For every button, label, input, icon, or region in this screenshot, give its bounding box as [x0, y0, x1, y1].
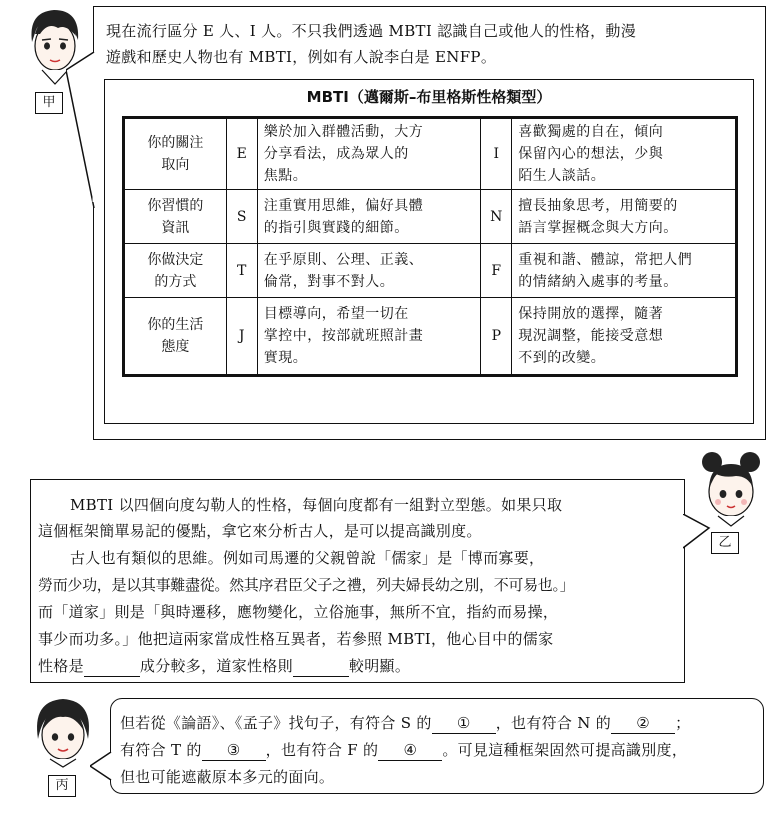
mbti-row	[124, 298, 737, 376]
mbti-type-description-line: 語言掌握概念與大方向。	[518, 219, 678, 236]
mbti-type-description-line: 保留內心的想法，少與	[518, 146, 664, 162]
yi-line-2: 這個框架簡單易記的優點，拿它來分析古人，是可以提高識別度。	[38, 522, 482, 540]
fill-blank	[84, 656, 140, 677]
mbti-type-description-line: 喜歡獨處的自在，傾向	[518, 124, 664, 140]
mbti-type-letter: T	[226, 244, 257, 298]
yi-line-1: MBTI 以四個向度勾勒人的性格，每個向度都有一組對立型態。如果只取	[70, 496, 563, 514]
mbti-dimension	[124, 190, 227, 244]
mbti-dimension-line: 資訊	[161, 219, 190, 236]
mbti-type-description	[512, 190, 737, 244]
bing-line-1-a: 但若從《論語》、《孟子》找句子，有符合 S 的	[120, 714, 432, 732]
mbti-type-description-line: 的情緒納入處事的考量。	[518, 273, 678, 290]
fill-blank-3: ③	[202, 740, 266, 761]
jia-line-2: 遊戲和歷史人物也有 MBTI，例如有人說李白是 ENFP。	[106, 48, 497, 66]
mbti-type-description	[512, 298, 737, 376]
mbti-type-letter: E	[226, 118, 257, 190]
mbti-type-letter: I	[481, 118, 512, 190]
yi-line-7-b: 成分較多，道家性格則	[139, 657, 293, 675]
jia-line-1: 現在流行區分 E 人、I 人。不只我們透過 MBTI 認識自己或他人的性格，動漫	[106, 22, 637, 40]
mbti-row	[124, 118, 737, 190]
mbti-type-description	[257, 244, 481, 298]
mbti-row	[124, 190, 737, 244]
yi-line-4: 勞而少功，是以其事難盡從。然其序君臣父子之禮，列夫婦長幼之別，不可易也。」	[38, 576, 575, 594]
mbti-dimension-line: 你習慣的	[147, 197, 204, 214]
mbti-type-letter: F	[481, 244, 512, 298]
bing-line-2	[120, 737, 687, 763]
yi-line-6: 事少而功多。」他把這兩家當成性格互異者，若參照 MBTI，他心目中的儒家	[38, 630, 554, 648]
bing-line-2-c: 。可見這種框架固然可提高識別度，	[442, 741, 688, 759]
mbti-type-description-line: 樂於加入群體活動，大方	[263, 124, 424, 140]
mbti-type-description-line: 在乎原則、公理、正義、	[263, 251, 424, 268]
mbti-type-description-line: 不到的改變。	[518, 350, 606, 366]
fill-blank-4: ④	[378, 740, 442, 761]
fill-blank-1: ①	[432, 713, 496, 734]
mbti-type-description	[512, 244, 737, 298]
mbti-dimension-line: 態度	[161, 339, 190, 355]
mbti-dimension	[124, 244, 227, 298]
mbti-type-description-line: 掌控中，按部就班照計畫	[263, 328, 424, 344]
mbti-type-description-line: 的指引與實踐的細節。	[263, 219, 409, 236]
mbti-type-description-line: 重視和諧、體諒，常把人們	[518, 251, 693, 268]
yi-line-7-c: 較明顯。	[348, 657, 411, 675]
speech-bubble-tail	[90, 752, 112, 782]
bing-line-1	[120, 710, 690, 736]
mbti-title: MBTI（邁爾斯–布里格斯性格類型）	[306, 88, 552, 106]
speaker-label-bing: 丙	[48, 775, 76, 797]
mbti-row	[124, 244, 737, 298]
yi-line-3: 古人也有類似的思維。例如司馬遷的父親曾說「儒家」是「博而寡要，	[70, 549, 545, 567]
bing-line-1-b: ，也有符合 N 的	[495, 714, 612, 732]
speech-bubble-tail	[66, 52, 96, 212]
yi-line-7-a: 性格是	[38, 657, 84, 675]
mbti-type-description-line: 陌生人談話。	[518, 168, 606, 184]
mbti-dimension-line: 你做決定	[147, 251, 204, 268]
mbti-type-description	[257, 118, 481, 190]
bing-line-2-a: 有符合 T 的	[120, 741, 202, 759]
bing-line-3: 但也可能遮蔽原本多元的面向。	[120, 768, 335, 786]
mbti-dimension-line: 的方式	[154, 273, 197, 290]
yi-line-7	[38, 653, 410, 679]
mbti-type-description-line: 擅長抽象思考，用簡要的	[518, 197, 678, 214]
bing-line-2-b: ，也有符合 F 的	[265, 741, 379, 759]
mbti-type-description-line: 保持開放的選擇，隨著	[518, 306, 664, 322]
mbti-type-description-line: 現況調整，能接受意想	[518, 328, 664, 344]
speaker-label-jia: 甲	[35, 92, 63, 114]
mbti-type-description	[257, 190, 481, 244]
yi-line-5: 而「道家」則是「與時遷移，應物變化，立俗施事，無所不宜，指約而易操，	[38, 603, 559, 621]
mbti-type-description-line: 實現。	[263, 350, 308, 366]
mbti-dimension	[124, 118, 227, 190]
mbti-type-description-line: 倫常，對事不對人。	[263, 273, 395, 290]
mbti-type-letter: S	[226, 190, 257, 244]
mbti-type-description-line: 注重實用思維，偏好具體	[263, 197, 424, 214]
mbti-dimension	[124, 298, 227, 376]
mbti-type-letter: P	[481, 298, 512, 376]
mbti-type-description	[512, 118, 737, 190]
mbti-type-description-line: 目標導向，希望一切在	[263, 306, 409, 322]
mbti-type-description-line: 焦點。	[263, 168, 308, 184]
mbti-type-description-line: 分享看法，成為眾人的	[263, 146, 409, 162]
mbti-type-description	[257, 298, 481, 376]
mbti-dimension-line: 你的生活	[147, 317, 204, 333]
fill-blank-2: ②	[611, 713, 675, 734]
mbti-type-letter: N	[481, 190, 512, 244]
speaker-label-yi: 乙	[711, 532, 739, 554]
girl-avatar	[696, 448, 766, 528]
mbti-table	[122, 116, 738, 377]
mbti-type-letter: J	[226, 298, 257, 376]
mbti-dimension-line: 你的關注	[147, 135, 204, 151]
bing-line-1-c: ；	[675, 714, 691, 732]
fill-blank	[293, 656, 349, 677]
woman-avatar	[30, 695, 96, 769]
mbti-dimension-line: 取向	[161, 157, 190, 173]
